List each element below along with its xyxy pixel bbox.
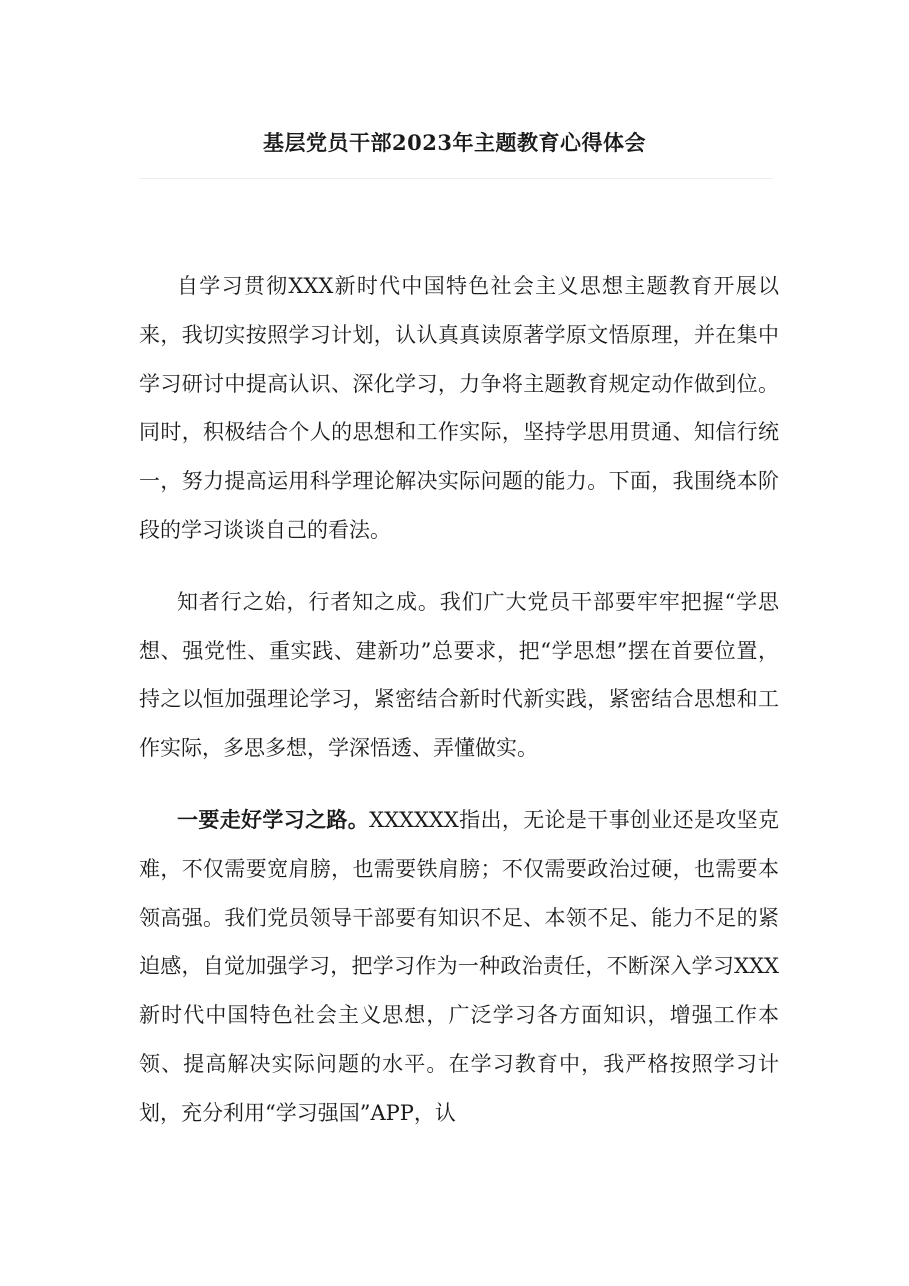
document-title: 基层党员干部2023年主题教育心得体会: [263, 130, 646, 155]
paragraph-text: XXXXXX指出，无论是干事创业还是攻坚克难，不仅需要宽肩膀，也需要铁肩膀；不仅需要政治过硬，也需要本领高强。我们党员领导干部要有知识不足、本领不足、能力不足的紧迫感，自觉加强学习，把学习作为一种政治责任，不断深入学习XXX新时代中国特色社会主义思想，广泛学习各方面知识，增强工作本领、提高解决实际问题的水平。在学习教育中，我严格按照学习计划，充分利用“学习强国”APP，认: [139, 807, 780, 1125]
paragraph-text: 知者行之始，行者知之成。我们广大党员干部要牢牢把握“学思想、强党性、重实践、建新功”总要求，把“学思想”摆在首要位置，持之以恒加强理论学习，紧密结合新时代新实践，紧密结合思想和工作实际，多思多想，学深悟透、弄懂做实。: [139, 589, 779, 761]
paragraph-3: [139, 796, 779, 1138]
paragraph-text: 自学习贯彻XXX新时代中国特色社会主义思想主题教育开展以来，我切实按照学习计划，认认真真读原著学原文悟原理，并在集中学习研讨中提高认识、深化学习，力争将主题教育规定动作做到位。同时，积极结合个人的思想和工作实际，坚持学思用贯通、知信行统一，努力提高运用科学理论解决实际问题的能力。下面，我围绕本阶段的学习谈谈自己的看法。: [139, 274, 779, 542]
paragraph-2: [139, 578, 779, 773]
document-body: [139, 262, 779, 1161]
title-divider: [139, 178, 773, 179]
paragraph-1: [139, 262, 779, 555]
paragraph-lead: 一要走好学习之路。: [177, 806, 370, 832]
